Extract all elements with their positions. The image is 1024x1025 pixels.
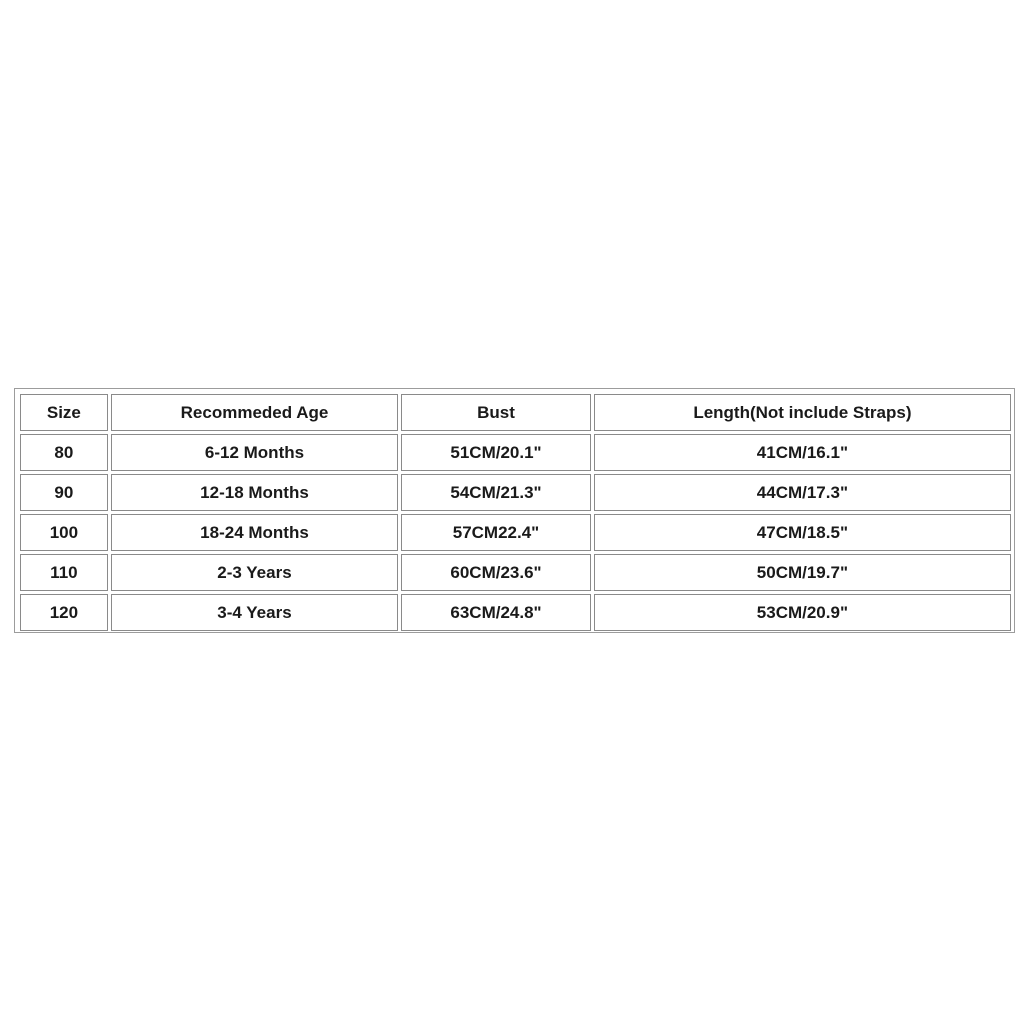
cell-bust: 51CM/20.1"	[401, 434, 591, 471]
cell-length: 47CM/18.5"	[594, 514, 1011, 551]
table-row	[20, 474, 1011, 511]
header-bust: Bust	[401, 394, 591, 431]
cell-bust: 60CM/23.6"	[401, 554, 591, 591]
cell-size: 90	[20, 474, 108, 511]
cell-length: 41CM/16.1"	[594, 434, 1011, 471]
cell-age: 3-4 Years	[111, 594, 398, 631]
cell-age: 2-3 Years	[111, 554, 398, 591]
cell-age: 18-24 Months	[111, 514, 398, 551]
cell-size: 120	[20, 594, 108, 631]
table-row	[20, 594, 1011, 631]
header-recommended-age: Recommeded Age	[111, 394, 398, 431]
cell-length: 50CM/19.7"	[594, 554, 1011, 591]
header-length: Length(Not include Straps)	[594, 394, 1011, 431]
cell-size: 110	[20, 554, 108, 591]
cell-bust: 63CM/24.8"	[401, 594, 591, 631]
cell-size: 100	[20, 514, 108, 551]
header-size: Size	[20, 394, 108, 431]
cell-size: 80	[20, 434, 108, 471]
cell-bust: 54CM/21.3"	[401, 474, 591, 511]
cell-length: 53CM/20.9"	[594, 594, 1011, 631]
size-chart	[14, 388, 1015, 633]
cell-length: 44CM/17.3"	[594, 474, 1011, 511]
cell-age: 6-12 Months	[111, 434, 398, 471]
cell-bust: 57CM22.4"	[401, 514, 591, 551]
table-row	[20, 514, 1011, 551]
size-table	[17, 391, 1014, 634]
table-row	[20, 554, 1011, 591]
table-row	[20, 434, 1011, 471]
table-header-row	[20, 394, 1011, 431]
cell-age: 12-18 Months	[111, 474, 398, 511]
